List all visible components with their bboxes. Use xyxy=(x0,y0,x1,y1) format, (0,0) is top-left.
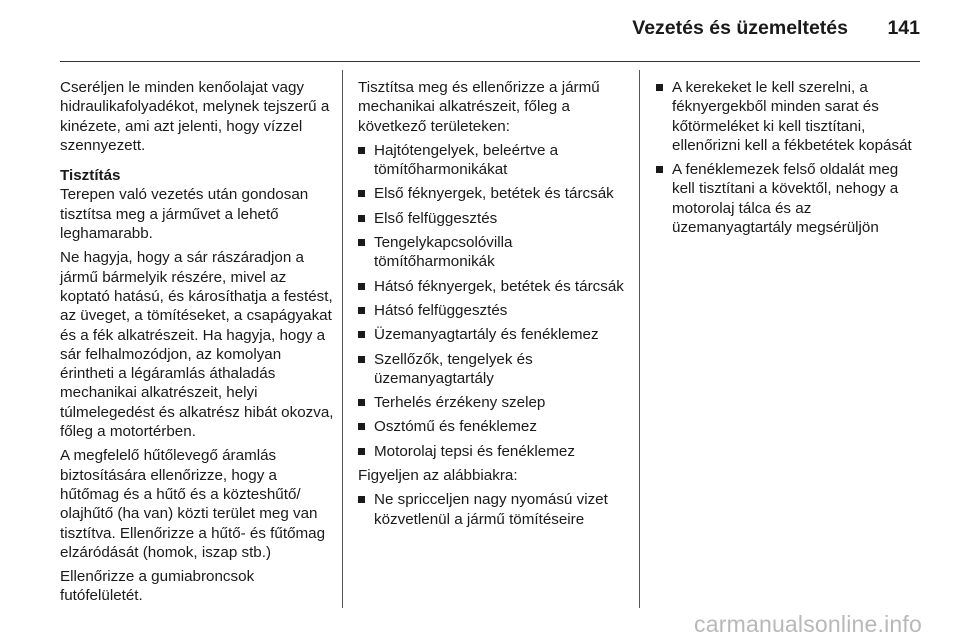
bullet-square-icon xyxy=(358,356,365,363)
bullet-square-icon xyxy=(358,239,365,246)
list-item xyxy=(656,78,922,155)
list-item-text: Szellőzők, tengelyek és üzemanyagtartály xyxy=(374,350,533,387)
list-item-text: Osztómű és fenéklemez xyxy=(374,418,537,436)
list-item xyxy=(358,277,624,296)
column-left xyxy=(60,78,336,611)
inspection-list xyxy=(358,141,624,461)
list-item-text: Hátsó felfüggesztés xyxy=(374,301,508,319)
bullet-square-icon xyxy=(358,307,365,314)
page-number: 141 xyxy=(887,17,920,39)
list-item-text: A fenéklemezek felső oldalát meg kell tisztítani a kövektől, nehogy a motorolaj tálca és az üzemanyagtartály megsérüljön xyxy=(672,161,899,237)
column-right xyxy=(656,78,922,242)
list-item-text: Hátsó féknyergek, betétek és tárcsák xyxy=(374,277,624,295)
bullet-square-icon xyxy=(358,147,365,154)
paragraph-cooling-airflow: A megfelelő hűtőlevegő áramlás biztosítására ellenőrizze, hogy a hűtőmag és a hűtő és a közteshűtő/ olajhűtő (ha van) közti terület meg van tisztítva. Ellenőrizze a hűtő- és fűtőmag elzáródását (homok, iszap stb.) xyxy=(60,447,326,561)
list-item-text: Tengelykapcsolóvilla tömítőharmonikák xyxy=(374,234,513,271)
paragraph-mud-warning: Ne hagyja, hogy a sár rászáradjon a jármű bármelyik részére, mivel az koptató hatású, és károsíthatja a festést, az üveget, a tömítéseket, a csapágyakat és a fék alkatrészeit. Ha hagyja, hogy a sár felhalmozódjon, az komolyan érintheti a légáramlás áthaladás mechanikai alkatrészeit, helyi túlmelegedést és alkatrész hibát okozva, főleg a motortérben. xyxy=(60,249,334,441)
list-item xyxy=(358,393,624,412)
bullet-square-icon xyxy=(358,399,365,406)
list-item xyxy=(656,160,922,237)
list-item-text: A kerekeket le kell szerelni, a féknyergekből minden sarat és kőtörmeléket ki kell tisztítani, ellenőrizni kell a fékbetétek kopását xyxy=(672,79,912,154)
list-item xyxy=(358,325,624,344)
paragraph-cleaning-after-offroad: Terepen való vezetés után gondosan tisztítsa meg a járművet a lehető leghamarabb. xyxy=(60,186,309,243)
note-list xyxy=(358,490,624,529)
header-divider xyxy=(60,61,920,62)
page-header xyxy=(0,0,960,62)
paragraph-oil-replacement: Cseréljen le minden kenőolajat vagy hidraulikafolyadékot, melynek tejszerű a kinézete, ami azt jelenti, hogy vízzel szennyezett. xyxy=(60,79,330,154)
paragraph-inspection-intro: Tisztítsa meg és ellenőrizze a jármű mechanikai alkatrészeit, főleg a következő területeken: xyxy=(358,79,600,135)
section-heading-cleaning: Tisztítás xyxy=(60,167,121,185)
bullet-square-icon xyxy=(358,448,365,455)
bullet-square-icon xyxy=(358,215,365,222)
list-item-text: Hajtótengelyek, beleértve a tömítőharmonikákat xyxy=(374,141,559,179)
list-item-text: Első felfüggesztés xyxy=(374,209,498,227)
paragraph-note-intro: Figyeljen az alábbiakra: xyxy=(358,467,518,485)
list-item xyxy=(358,141,624,180)
bullet-square-icon xyxy=(656,84,663,91)
list-item xyxy=(358,490,624,529)
column-divider-1 xyxy=(342,70,343,608)
list-item xyxy=(358,209,624,228)
paragraph-tyre-check: Ellenőrizze a gumiabroncsok futófelületét. xyxy=(60,568,255,605)
list-item xyxy=(358,442,624,461)
list-item-text: Terhelés érzékeny szelep xyxy=(374,394,546,412)
list-item xyxy=(358,301,624,320)
list-item xyxy=(358,184,624,203)
note-list-continued xyxy=(656,78,922,237)
bullet-square-icon xyxy=(358,283,365,290)
list-item xyxy=(358,350,624,389)
bullet-square-icon xyxy=(358,190,365,197)
column-middle xyxy=(358,78,624,534)
bullet-square-icon xyxy=(358,496,365,503)
list-item-text: Üzemanyagtartály és fenéklemez xyxy=(374,326,599,344)
list-item-text: Első féknyergek, betétek és tárcsák xyxy=(374,185,614,203)
list-item xyxy=(358,233,624,272)
bullet-square-icon xyxy=(358,331,365,338)
bullet-square-icon xyxy=(656,166,663,173)
list-item-text: Ne spricceljen nagy nyomású vizet közvetlenül a jármű tömítéseire xyxy=(374,491,608,528)
watermark: carmanualsonline.info xyxy=(694,611,922,637)
list-item-text: Motorolaj tepsi és fenéklemez xyxy=(374,442,575,460)
list-item xyxy=(358,417,624,436)
column-divider-2 xyxy=(639,70,640,608)
page-title: Vezetés és üzemeltetés xyxy=(632,17,848,39)
bullet-square-icon xyxy=(358,423,365,430)
